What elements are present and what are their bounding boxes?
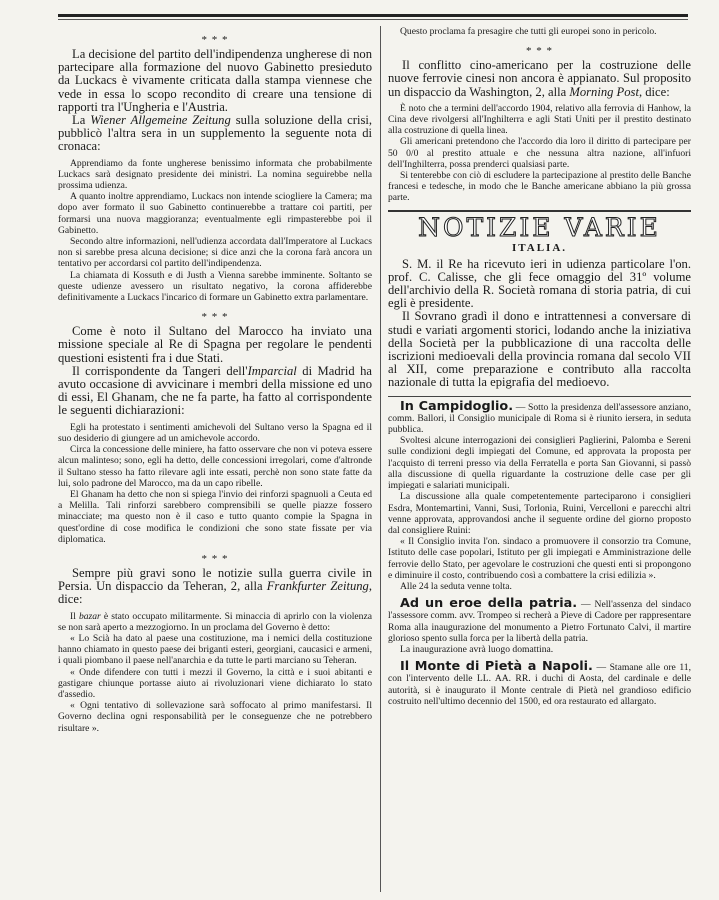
text: Il conflitto cino-americano per la costruzione delle nuove ferrovie cinesi non ancora è appianato. Sul proposito un dispaccio da Washington, 2, alla: [388, 58, 691, 99]
newspaper-name: Wiener Allgemeine Zeitung: [90, 113, 231, 128]
newspaper-name: Imparcial: [247, 363, 297, 378]
hungary-paragraph: La decisione del partito dell'indipendenza ungherese di non partecipare alla formazione del nuovo Gabinetto presieduto da Luckacs è vivamente criticata dalla stampa viennese che vede in essa lo scopo recondito di creare una tensione di rapporti tra l'Ungheria e l'Austria.: [58, 47, 372, 114]
section-title: NOTIZIE VARIE: [418, 212, 661, 242]
eroe-paragraph: [388, 598, 691, 644]
text: — Sotto la presidenza dell'assessore anziano, comm. Ballori, il Consiglio municipale di Roma si è riunito iersera, in seduta pubblica.: [388, 401, 691, 436]
news-note: La discussione alla quale competentemente parteciparono i consiglieri Esdra, Montemartini, Vanni, Susi, Torlonia, Ruini, Vercelloni e parecchi altri venne approvata, approvandosi anche il seguente ordine del giorno proposto dal consigliere Ruini:: [388, 491, 691, 536]
news-note: A quanto inoltre apprendiamo, Luckacs non intende sciogliere la Camera; ma dopo aver formato il suo Gabinetto continuerebbe a trattare coi partiti, per formarsi una nuova maggioranza; eventualmente egli rimpasterebbe poi il Gabinetto.: [58, 191, 372, 236]
news-note: « Onde difendere con tutti i mezzi il Governo, la città e i suoi abitanti e gastigare chiunque portasse aiuto ai rivoluzionari viene dichiarato lo stato d'assedio.: [58, 666, 372, 700]
campidoglio-paragraph: [388, 398, 691, 436]
news-note: La inaugurazione avrà luogo domattina.: [400, 643, 554, 655]
section-subtitle: ITALIA.: [511, 241, 568, 254]
hungary-paragraph-2: [58, 114, 372, 154]
divider: [388, 396, 691, 397]
news-note: La chiamata di Kossuth e di Justh a Vienna sarebbe imminente. Soltanto se queste udienze avessero un risultato negativo, la corona affiderebbe definitivamente a Luckacs l'incarico di formare un Gabinetto extra parlamentare.: [58, 269, 372, 304]
article-head: Ad un eroe della patria.: [400, 596, 578, 612]
newspaper-name: Frankfurter Zeitung: [266, 579, 369, 594]
news-note: È noto che a termini dell'accordo 1904, relativo alla ferrovia di Hanhow, la Cina deve rivolgersi all'Inghilterra e agli Stati Uniti per il prestito destinato alla costruzione di quella linea.: [388, 102, 691, 137]
news-note: « Lo Scià ha dato al paese una costituzione, ma i nemici della costituzione hanno chiamato in questo paese dei briganti esteri, georgiani, caucasici e armeni, i quali piombano il paese nell'anarchia e da tutte le parti marciano su Teheran.: [58, 632, 372, 667]
left-column: [58, 26, 372, 734]
persia-paragraph: [58, 567, 372, 607]
text: di Madrid ha avuto occasione di avvicinare i membri della missione ed uno di essi, El Ghanam, che ne fa parte, ha fatto al corrispondente le seguenti dichiarazioni:: [58, 363, 373, 418]
article-head: Il Monte di Pietà a Napoli.: [400, 659, 593, 675]
king-paragraph: S. M. il Re ha ricevuto ieri in udienza particolare l'on. prof. C. Calisse, che gli fece omaggio del 31º volume dell'archivio della R. Società romana di storia patria, di cui egli è presidente.: [388, 256, 691, 311]
news-note: « Il Consiglio invita l'on. sindaco a promuovere il consorzio tra Comune, Istituto delle case popolari, Istituto per gli impiegati e Amministrazione delle ferrovie dello Stato, per agevolare le costruzioni che questi enti si propongono e diminuire il costo, contribuendo così a combattere la crisi edilizia ».: [388, 536, 691, 581]
news-note: Egli ha protestato i sentimenti amichevoli del Sultano verso la Spagna ed il suo desiderio di giungere ad un amichevole accordo.: [58, 421, 372, 444]
section-stars: * * *: [526, 45, 553, 58]
news-note: Apprendiamo da fonte ungherese benissimo informata che probabilmente Luckacs sarà designato presidente dei ministri. La nomina seguirebbe nella prossima udienza.: [58, 157, 372, 192]
right-column: [388, 26, 691, 707]
king-paragraph-2: Il Sovrano gradì il dono e intrattennesi a conversare di studi e variati argomenti storici, lodando anche la iniziativa della Società per la pubblicazione di una raccolta delle iscrizioni medioevali della provincia romana dal secolo VII al XII, come preparazione e contributo alla raccolta nazionale di tutta la epigrafia del medioevo.: [388, 309, 691, 390]
section-stars: * * *: [201, 552, 229, 565]
monte-paragraph: [388, 661, 691, 707]
morocco-paragraph-2: [58, 365, 372, 418]
text: Il corrispondente da Tangeri dell': [72, 363, 248, 378]
text: , dice:: [58, 579, 372, 607]
news-note: Svoltesi alcune interrogazioni dei consiglieri Paglierini, Palomba e Sereni sulle condizioni degli impiegati del Comune, ed approvata la proposta per l'acquisto di terreni presso via della Ferratella e porta San Giovanni, si passò alla discussione di quella riguardante la costruzione delle case per gli impiegati e salariati municipali.: [388, 435, 691, 492]
morocco-paragraph: Come è noto il Sultano del Marocco ha inviato una missione speciale al Re di Spagna per regolare le pendenti questioni esistenti fra i due Stati.: [58, 324, 372, 365]
news-note: Questo proclama fa presagire che tutti gli europei sono in pericolo.: [400, 26, 657, 37]
article-head: In Campidoglio.: [400, 398, 514, 414]
news-note: Alle 24 la seduta venne tolta.: [400, 580, 512, 592]
news-note: Si tenterebbe con ciò di escludere la partecipazione al prestito delle Banche francesi e tedesche, in modo che le Banche americane abbiano la più grossa parte.: [388, 170, 691, 204]
text: , dice:: [638, 84, 670, 99]
section-stars: * * *: [201, 311, 229, 324]
news-note: Secondo altre informazioni, nell'udienza accordata dall'Imperatore al Luckacs non si sarebbe presa alcuna decisione; si dice anzi che la corona farà ancora un tentativo per accordarsi col partito dell'indipendenza.: [58, 236, 372, 270]
china-paragraph: [388, 59, 691, 99]
section-divider: [388, 210, 691, 212]
news-note: « Ogni tentativo di sollevazione sarà soffocato al primo manifestarsi. Il Governo declina ogni responsabilità per le conseguenze che ne potrebbero risultare ».: [58, 700, 372, 734]
top-rule: [58, 14, 688, 17]
text: sulla soluzione della crisi, pubblicò l'altra sera in un supplemento la seguente nota di cronaca:: [58, 113, 373, 154]
text: La: [72, 113, 91, 128]
text: è stato occupato militarmente. Si minaccia di aprirlo con la violenza se non sarà aperto a mezzogiorno. In un proclama del Governo è detto:: [58, 610, 372, 633]
top-rule-thin: [58, 19, 688, 20]
news-note: Circa la concessione delle miniere, ha fatto osservare che non vi poteva essere alcun malinteso; sono, egli ha detto, delle concessioni irregolari, come d'altronde il Sultano stesso ha fatto rilevare agli inte essati, perchè non sono state fatte da lui, solo padrone del Marocco, ma da un capo ribelle.: [58, 444, 372, 489]
news-note: [58, 611, 372, 633]
text: Il: [70, 610, 79, 622]
news-note: El Ghanam ha detto che non si spiega l'invio dei rinforzi spagnuoli a Ceuta ed a Melilla. Tali rinforzi sarebbero comprensibili se quelle piazze fossero minacciate; ma questo non è il caso e tutto quanto compie la Spagna in quest'ordine di cose modifica le condizioni che sono state fissate per via diplomatica.: [58, 488, 372, 545]
newspaper-name: Morning Post: [569, 84, 639, 99]
text: — Nell'assenza del sindaco l'assessore comm. avv. Trompeo si recherà a Pieve di Cadore per rappresentare Roma alla inaugurazione del monumento a Pietro Fortunato Calvi, il martire glorioso spento sulla forca per la libertà della patria.: [388, 599, 691, 644]
news-note: Gli americani pretendono che l'accordo dia loro il diritto di partecipare per 50 0/0 al prestito attuale e che nessuna altra nazione, all'infuori dell'Inghilterra, possa prenderci qualsiasi parte.: [388, 136, 691, 170]
italic-word: bazar: [78, 610, 101, 622]
text: — Stamane alle ore 11, con l'intervento delle LL. AA. RR. i duchi di Aosta, del cardinale e delle autorità, si è inaugurato il Monte centrale di Pietà nel grandioso edificio costruito nell'ultimo decennio del 1500, ed ora restaurato ed allargato.: [388, 662, 691, 707]
section-stars: * * *: [201, 34, 229, 46]
column-rule: [380, 26, 381, 892]
text: Sempre più gravi sono le notizie sulla guerra civile in Persia. Un dispaccio da Teheran, 2, alla: [58, 565, 372, 594]
